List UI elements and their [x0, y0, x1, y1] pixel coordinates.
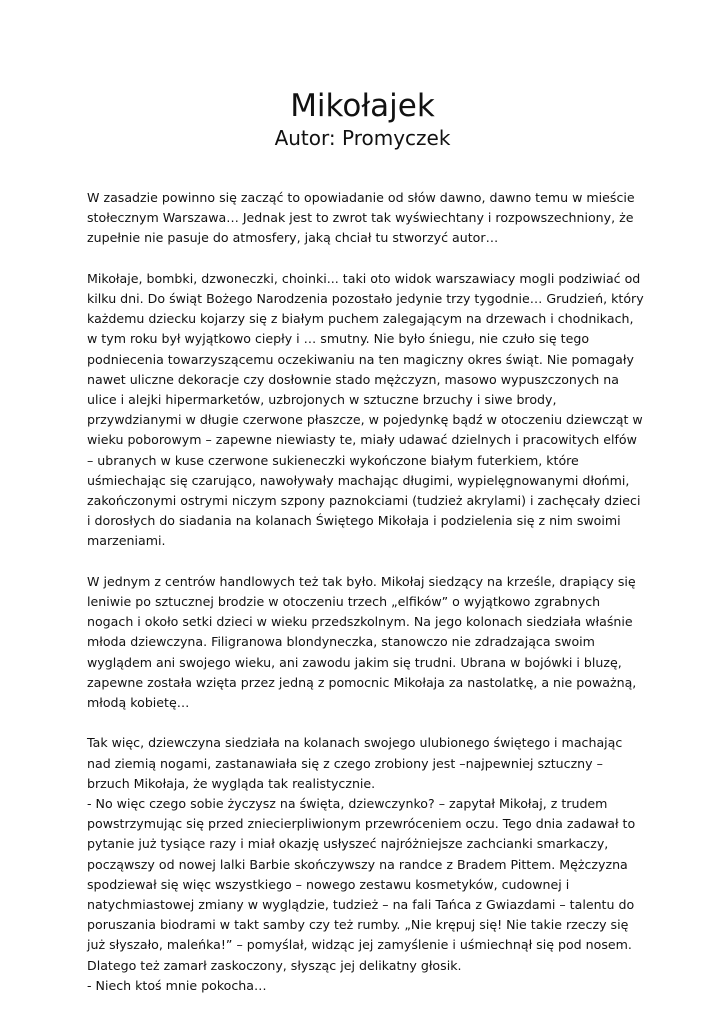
author-line: Autor: Promyczek [274, 126, 451, 150]
paragraph-2: Mikołaje, bombki, dzwoneczki, choinki... taki oto widok warszawiacy mogli podziwiać od kilku dni. Do świąt Bożego Narodzenia pozostało jedynie trzy tygodnie… Grudzień, który każdemu dziecku kojarzy się z białym puchem zalegającym na drzewach i chodnikach, w tym roku był wyjątkowo ciepły i … smutny. Nie było śniegu, nie czuło się tego podniecenia towarzyszącemu oczekiwaniu na ten magiczny okres świąt. Nie pomagały nawet uliczne dekoracje czy dosłownie stado mężczyzn, masowo wypuszczonych na ulice i alejki hipermarketów, uzbrojonych w sztuczne brzuchy i siwe brody, przywdzianymi w długie czerwone płaszcze, w pojedynkę bądź w otoczeniu dziewcząt w wieku poborowym – zapewne niewiasty te, miały udawać dzielnych i pracowitych elfów – ubranych w kuse czerwone sukieneczki wykończone białym futerkiem, które uśmiechając się czarująco, nawoływały machając długimi, wypielęgnowanymi dłońmi, zakończonymi ostrymi niczym szpony paznokciami (tudzież akrylami) i zachęcały dzieci i dorosłych do siadania na kolanach Świętego Mikołaja i podzielenia się z nim swoimi marzeniami. [87, 270, 644, 549]
paragraph-4: Tak więc, dziewczyna siedziała na kolanach swojego ulubionego świętego i machając nad ziemią nogami, zastanawiała się z czego zrobiony jest –najpewniej sztuczny – brzuch Mikołaja, że wygląda tak realistycznie. [87, 735, 623, 791]
paragraph-3: W jednym z centrów handlowych też tak było. Mikołaj siedzący na krześle, drapiący się leniwie po sztucznej brodzie w otoczeniu trzech „elfików” o wyjątkowo zgrabnych nogach i około setki dzieci w wieku przedszkolnym. Na jego kolonach siedziała właśnie młoda dziewczyna. Filigranowa blondyneczka, stanowczo nie zdradzająca swoim wyglądem ani swojego wieku, ani zawodu jakim się trudni. Ubrana w bojówki i bluzę, zapewne została wzięta przez jedną z pomocnic Mikołaja za nastolatkę, a nie poważną, młodą kobietę… [87, 573, 637, 711]
paragraph-5: - No więc czego sobie życzysz na święta, dziewczynko? – zapytał Mikołaj, z trudem powstrzymując się przed zniecierpliwionym przewróceniem oczu. Tego dnia zadawał to pytanie już tysiące razy i miał okazję usłyszeć najróżniejsze zachcianki smarkaczy, począwszy od nowej lalki Barbie skończywszy na randce z Bradem Pittem. Mężczyzna spodziewał się więc wszystkiego – nowego zestawu kosmetyków, cudownej i natychmiastowej zmiany w wyglądzie, tudzież – na fali Tańca z Gwiazdami – talentu do poruszania biodrami w takt samby czy też rumby. „Nie krępuj się! Nie takie rzeczy się już słyszało, maleńka!” – pomyślał, widząc jej zamyślenie i uśmiechnął się pod nosem. Dlatego też zamarł zaskoczony, słysząc jej delikatny głosik. [87, 796, 636, 973]
paragraph-1: W zasadzie powinno się zacząć to opowiadanie od słów dawno, dawno temu w mieście stołecznym Warszawa… Jednak jest to zwrot tak wyświechtany i rozpowszechniony, że zupełnie nie pasuje do atmosfery, jaką chciał tu stworzyć autor… [87, 190, 635, 246]
document-body [87, 188, 647, 996]
paragraph-6: - Niech ktoś mnie pokocha… [87, 977, 267, 993]
document-title: Mikołajek [290, 88, 435, 124]
